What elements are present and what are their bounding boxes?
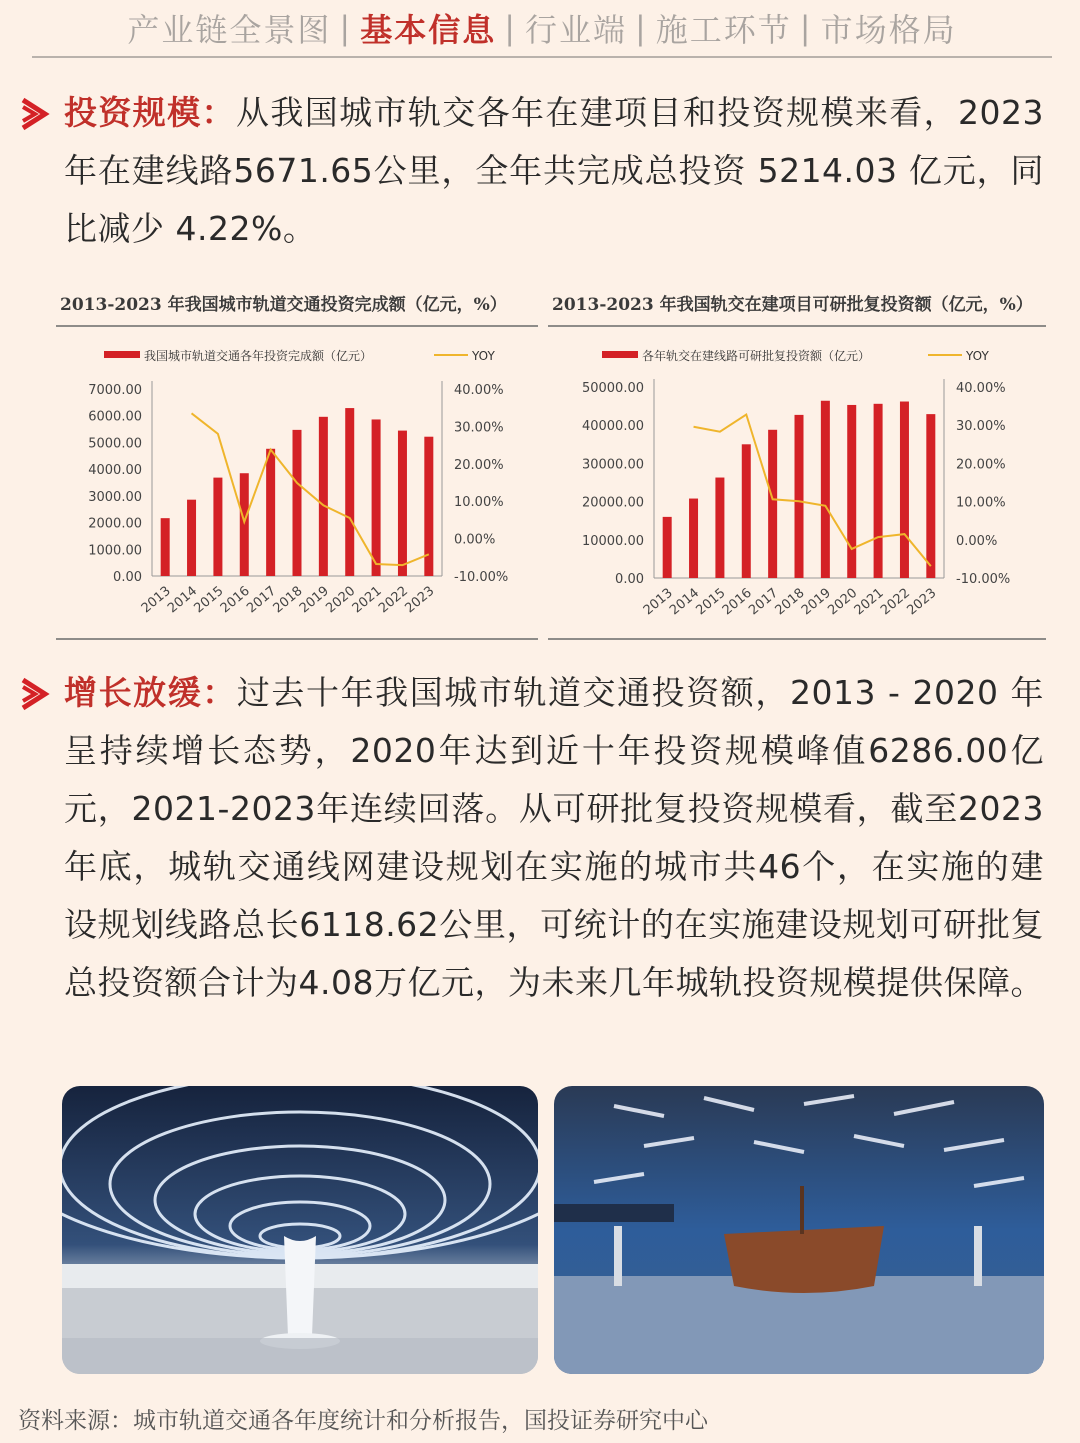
bar-2017 xyxy=(266,449,275,576)
y-tick-right: -10.00% xyxy=(454,570,509,585)
legend-line-label: YOY xyxy=(472,349,495,363)
x-tick-label: 2015 xyxy=(191,583,227,617)
y-tick-right: 40.00% xyxy=(454,383,504,398)
bar-2020 xyxy=(345,408,354,576)
x-tick-label: 2015 xyxy=(693,585,729,619)
nav-separator: | xyxy=(504,9,517,47)
x-tick-label: 2019 xyxy=(798,585,834,619)
chart-investment-completed xyxy=(56,282,538,642)
chart-title: 2013-2023 年我国城市轨道交通投资完成额（亿元，%） xyxy=(60,295,507,315)
bar-2021 xyxy=(874,404,883,578)
legend-bar-label: 我国城市轨道交通各年投资完成额（亿元） xyxy=(144,349,373,363)
yoy-line xyxy=(192,413,429,565)
red-arrow-icon xyxy=(18,676,50,712)
bar-2013 xyxy=(663,517,672,578)
y-tick-right: 30.00% xyxy=(956,419,1006,435)
bar-2013 xyxy=(161,518,170,576)
bar-2016 xyxy=(742,444,751,578)
bar-2019 xyxy=(319,417,328,576)
x-tick-label: 2018 xyxy=(270,583,306,617)
bar-2014 xyxy=(689,499,698,578)
metro-station-light-ceiling-photo xyxy=(62,1086,538,1374)
x-tick-label: 2013 xyxy=(640,585,676,619)
x-tick-label: 2023 xyxy=(402,583,438,617)
bar-2014 xyxy=(187,500,196,576)
bar-2021 xyxy=(372,419,381,576)
x-tick-label: 2022 xyxy=(376,583,412,617)
chart-svg xyxy=(548,282,1046,642)
bar-2019 xyxy=(821,401,830,578)
legend-bar-swatch xyxy=(602,351,638,358)
y-tick-left: 7000.00 xyxy=(88,383,142,398)
y-tick-left: 5000.00 xyxy=(88,436,142,452)
bar-2018 xyxy=(293,430,302,576)
x-tick-label: 2013 xyxy=(138,583,174,617)
chart-title: 2013-2023 年我国轨交在建项目可研批复投资额（亿元，%） xyxy=(552,295,1033,315)
y-tick-right: -10.00% xyxy=(956,572,1011,587)
x-tick-label: 2017 xyxy=(746,585,782,619)
yoy-line xyxy=(694,415,931,567)
bar-2015 xyxy=(715,478,724,578)
y-tick-right: 40.00% xyxy=(956,381,1006,396)
nav-item-market-structure[interactable]: 市场格局 xyxy=(820,11,957,49)
y-tick-left: 50000.00 xyxy=(581,381,644,396)
y-tick-right: 30.00% xyxy=(454,420,504,436)
y-tick-left: 3000.00 xyxy=(88,489,142,505)
x-tick-label: 2021 xyxy=(349,583,385,617)
legend-bar-label: 各年轨交在建线路可研批复投资额（亿元） xyxy=(642,349,871,363)
x-tick-label: 2016 xyxy=(217,583,253,617)
growth-slowdown-paragraph xyxy=(64,664,1044,1012)
x-tick-label: 2019 xyxy=(296,583,332,617)
red-arrow-icon xyxy=(18,96,50,132)
bar-2017 xyxy=(768,430,777,578)
y-tick-left: 40000.00 xyxy=(581,419,644,435)
chart-approved-investment xyxy=(548,282,1046,642)
x-tick-label: 2020 xyxy=(323,583,359,617)
y-tick-right: 20.00% xyxy=(454,457,504,473)
bar-2015 xyxy=(213,478,222,576)
y-tick-left: 4000.00 xyxy=(88,463,142,479)
investment-scale-paragraph xyxy=(64,84,1044,258)
y-tick-left: 1000.00 xyxy=(88,543,142,559)
x-tick-label: 2023 xyxy=(904,585,940,619)
bar-2022 xyxy=(900,402,909,578)
y-tick-left: 2000.00 xyxy=(88,516,142,532)
metro-station-ship-exhibit-photo xyxy=(554,1086,1044,1374)
y-tick-right: 20.00% xyxy=(956,457,1006,473)
y-tick-left: 6000.00 xyxy=(88,409,142,425)
growth-slowdown-text: 过去十年我国城市轨道交通投资额，2013 - 2020 年呈持续增长态势，2020年达到近十年投资规模峰值6286.00亿元，2021-2023年连续回落。从可研批复投资规模看，截至2023年底，城轨交通线网建设规划在实施的城市共46个，在实施的建设规划线路总长6118.62公里，可统计的在实施建设规划可研批复总投资额合计为4.08万亿元，为未来几年城轨投资规模提供保障。 xyxy=(64,673,1045,1002)
x-tick-label: 2016 xyxy=(719,585,755,619)
y-tick-left: 20000.00 xyxy=(581,495,644,511)
x-tick-label: 2014 xyxy=(165,583,201,617)
nav-separator: | xyxy=(635,9,648,47)
y-tick-right: 10.00% xyxy=(956,495,1006,511)
nav-separator: | xyxy=(799,9,813,47)
nav-item-industry-map[interactable]: 产业链全景图 xyxy=(127,11,332,49)
x-tick-label: 2021 xyxy=(851,585,887,619)
bar-2023 xyxy=(926,414,935,578)
chart-legend xyxy=(602,348,989,363)
y-tick-left: 0.00 xyxy=(615,572,644,587)
nav-item-construction[interactable]: 施工环节 xyxy=(655,11,792,49)
y-tick-right: 0.00% xyxy=(956,533,998,549)
x-tick-label: 2020 xyxy=(825,585,861,619)
y-tick-left: 10000.00 xyxy=(581,533,644,549)
keyword-investment-scale: 投资规模： xyxy=(64,93,236,132)
top-navigation xyxy=(32,0,1052,58)
bar-2020 xyxy=(847,405,856,578)
y-tick-right: 10.00% xyxy=(454,495,504,511)
x-tick-label: 2017 xyxy=(244,583,280,617)
bar-2018 xyxy=(795,415,804,578)
legend-line-label: YOY xyxy=(966,349,989,363)
x-tick-label: 2014 xyxy=(667,585,703,619)
nav-item-industry-side[interactable]: 行业端 xyxy=(524,11,627,49)
investment-scale-text: 从我国城市轨交各年在建项目和投资规模来看，2023年在建线路5671.65公里，全年共完成总投资 5214.03 亿元，同比减少 4.22%。 xyxy=(64,93,1045,248)
source-note: 资料来源：城市轨道交通各年度统计和分析报告，国投证券研究中心 xyxy=(18,1408,708,1434)
bar-2022 xyxy=(398,431,407,576)
y-tick-left: 0.00 xyxy=(113,570,142,585)
y-tick-right: 0.00% xyxy=(454,532,496,548)
y-tick-left: 30000.00 xyxy=(581,457,644,473)
x-tick-label: 2022 xyxy=(878,585,914,619)
chart-svg xyxy=(56,282,538,642)
keyword-growth-slowdown: 增长放缓： xyxy=(64,673,237,712)
legend-bar-swatch xyxy=(104,351,140,358)
nav-item-basic-info[interactable]: 基本信息 xyxy=(360,11,497,49)
nav-separator: | xyxy=(339,9,353,47)
chart-legend xyxy=(104,348,495,363)
x-tick-label: 2018 xyxy=(772,585,808,619)
